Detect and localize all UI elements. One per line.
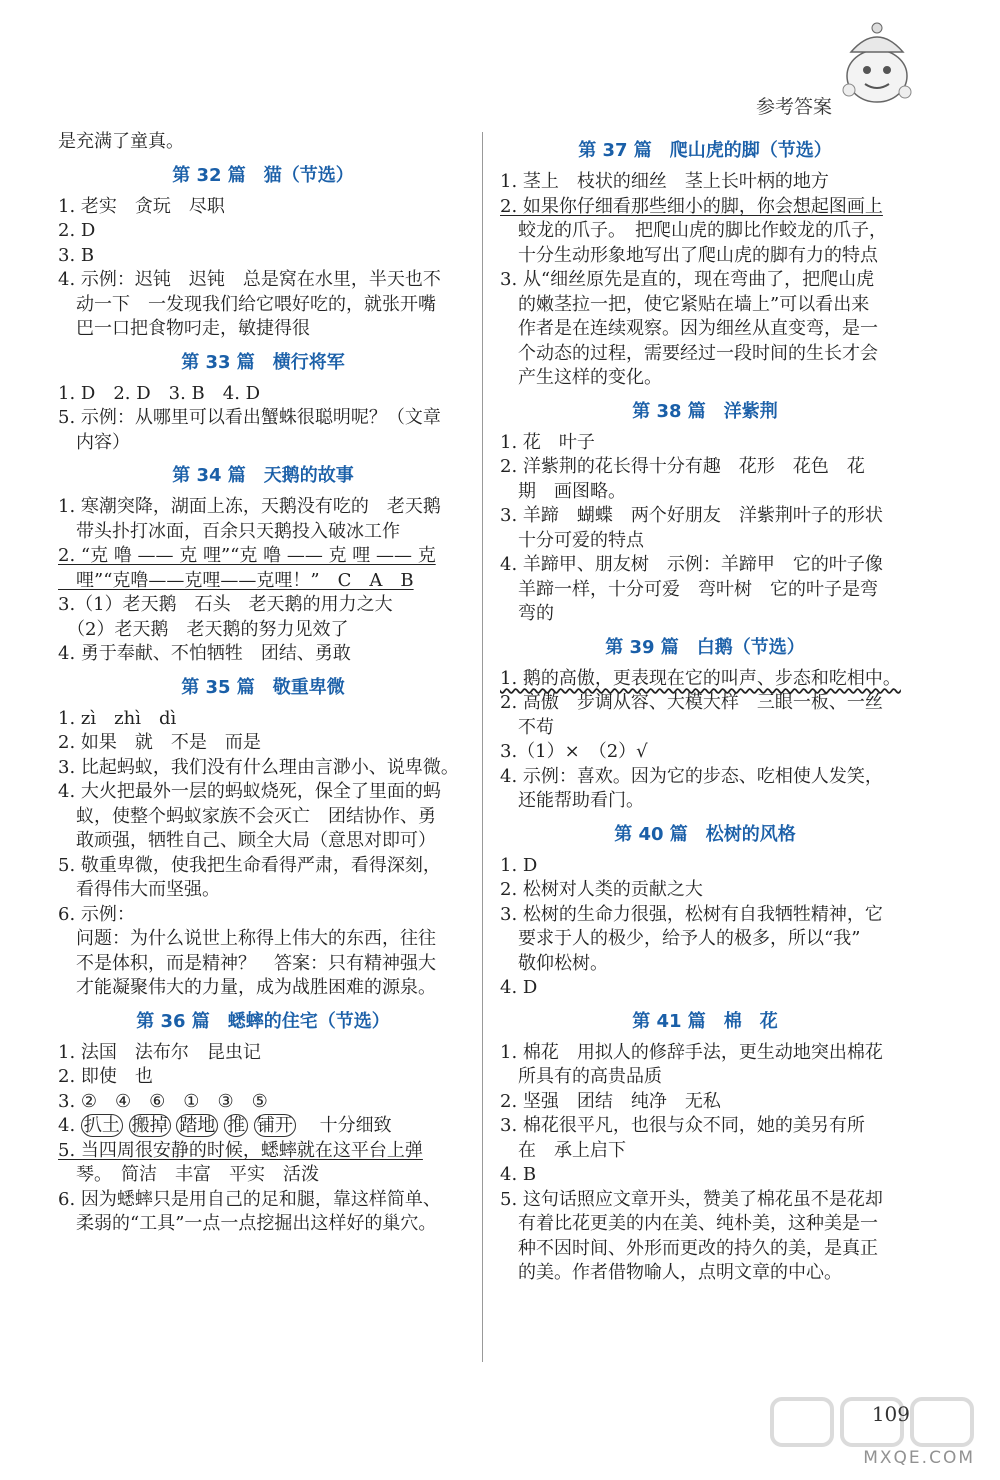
answer-line: 1. D 2. D 3. B 4. D — [58, 382, 261, 404]
answer-line: 5. 当四周很安静的时候，蟋蟀就在这平台上弹 — [58, 1139, 423, 1161]
answer-line: 1. 茎上 枝状的细丝 茎上长叶柄的地方 — [500, 171, 829, 192]
answer-line: 4. 大火把最外一层的蚂蚁烧死，保全了里面的蚂 — [58, 781, 441, 802]
answer-line: 柔弱的“工具”一点一点挖掘出这样好的巢穴。 — [58, 1213, 437, 1234]
answer-line: 1. 法国 法布尔 昆虫记 — [58, 1041, 261, 1063]
answer-line: 敢顽强，牺牲自己、顾全大局（意思对即可） — [58, 830, 436, 851]
answer-line: 还能帮助看门。 — [500, 790, 644, 811]
answer-line: （2）老天鹅 老天鹅的努力见效了 — [58, 618, 349, 640]
answer-line: 作者是在连续观察。因为细丝从直变弯，是一 — [500, 318, 878, 339]
answer-line: 4. 示例：喜欢。因为它的步态、吃相使人发笑， — [500, 765, 883, 787]
answer-line: 要求于人的极少，给予人的极多，所以“我” — [500, 928, 861, 949]
answer-line: 4. 扒土 搬掉 踏地 推 铺开 十分细致 — [58, 1115, 392, 1136]
circled-word: 扒土 — [81, 1114, 123, 1137]
answer-line: 所具有的高贵品质 — [500, 1066, 662, 1087]
answer-line: 有着比花更美的内在美、纯朴美，这种美是一 — [500, 1213, 878, 1234]
answer-line: 问题：为什么说世上称得上伟大的东西，往往 — [58, 928, 436, 949]
answer-line: 1. zì zhì dì — [58, 707, 177, 729]
answer-line: 琴。 简洁 丰富 平实 活泼 — [58, 1164, 319, 1185]
page-number: 109 — [871, 1402, 910, 1426]
answer-line: 是充满了童真。 — [58, 131, 184, 152]
answer-line: 羊蹄一样，十分可爱 弯叶树 它的叶子是弯 — [500, 578, 878, 600]
left-column — [58, 130, 468, 1237]
answer-line: 2. 即使 也 — [58, 1066, 153, 1087]
cartoon-logo-icon — [837, 18, 915, 108]
column-divider — [482, 132, 483, 1362]
circled-word: 推 — [224, 1114, 248, 1137]
answer-line: 的美。作者借物喻人，点明文章的中心。 — [500, 1262, 842, 1283]
answer-line: 2. 高傲 步调从容、大模大样 三眼一板、一丝 — [500, 692, 883, 713]
answer-line: 5. 这句话照应文章开头，赞美了棉花虽不是花却 — [500, 1188, 883, 1210]
answer-line: 蚁，使整个蚂蚁家族不会灭亡 团结协作、勇 — [58, 805, 436, 827]
answer-line: 1. 寒潮突降，湖面上冻，天鹅没有吃的 老天鹅 — [58, 496, 441, 517]
answer-line: 4. 示例：迟钝 迟钝 总是窝在水里，半天也不 — [58, 269, 441, 290]
section-title: 第 39 篇 白鹅（节选） — [605, 636, 805, 658]
answer-line: 十分生动形象地写出了爬山虎的脚有力的特点 — [500, 244, 878, 266]
circled-word: 搬掉 — [129, 1114, 171, 1137]
answer-line: 4. B — [500, 1164, 537, 1185]
answer-line: 4. 勇于奉献、不怕牺牲 团结、勇敢 — [58, 643, 351, 664]
section-title: 第 37 篇 爬山虎的脚（节选） — [578, 140, 832, 161]
answer-line: 2. “克 噜 —— 克 哩”“克 噜 —— 克 哩 —— 克 — [58, 545, 436, 566]
answer-line: 3. ② ④ ⑥ ① ③ ⑤ — [58, 1090, 268, 1112]
answer-line: 种不因时间、外形而更改的持久的美，是真正 — [500, 1237, 878, 1259]
answer-line: 3. 比起蚂蚁，我们没有什么理由言渺小、说卑微。 — [58, 756, 459, 778]
header-label: 参考答案 — [755, 96, 832, 118]
answer-line: 1. D — [500, 854, 538, 876]
section-title: 第 36 篇 蟋蟀的住宅（节选） — [136, 1010, 390, 1032]
answer-line: 巴一口把食物叼走，敏捷得很 — [58, 318, 310, 339]
answer-line: 看得伟大而坚强。 — [58, 879, 220, 900]
answer-line: 产生这样的变化。 — [500, 367, 662, 388]
circled-word: 铺开 — [254, 1114, 296, 1137]
watermark-text: MXQE.COM — [863, 1448, 975, 1468]
answer-line: 1. 棉花 用拟人的修辞手法，更生动地突出棉花 — [500, 1041, 883, 1063]
answer-line: 3. 棉花很平凡，也很与众不同，她的美另有所 — [500, 1115, 865, 1136]
answer-line: 不是体积，而是精神？ 答案：只有精神强大 — [58, 952, 436, 974]
answer-line: 3.（1）老天鹅 石头 老天鹅的用力之大 — [58, 594, 393, 615]
answer-line: 不苟 — [500, 716, 554, 738]
answer-line: 1. 鹅的高傲，更表现在它的叫声、步态和吃相中。 — [500, 667, 901, 689]
answer-line: 2. 坚强 团结 纯净 无私 — [500, 1090, 721, 1112]
answer-line: 2. 如果 就 不是 而是 — [58, 732, 261, 753]
answer-line: 动一下 一发现我们给它喂好吃的，就张开嘴 — [58, 293, 436, 315]
answer-line: 6. 示例： — [58, 903, 135, 925]
answer-line: 敬仰松树。 — [500, 952, 608, 974]
answer-line: 期 画图略。 — [500, 480, 626, 502]
answer-line: 内容） — [58, 431, 130, 453]
answer-line: 4. 羊蹄甲、朋友树 示例：羊蹄甲 它的叶子像 — [500, 554, 883, 575]
answer-line: 1. 花 叶子 — [500, 431, 595, 453]
section-title: 第 32 篇 猫（节选） — [172, 164, 354, 186]
section-title: 第 33 篇 横行将军 — [181, 351, 345, 373]
section-title: 第 41 篇 棉 花 — [632, 1010, 778, 1032]
answer-line: 才能凝聚伟大的力量，成为战胜困难的源泉。 — [58, 977, 436, 998]
answer-line: 2. D — [58, 220, 96, 241]
answer-line: 十分可爱的特点 — [500, 529, 644, 551]
answer-line: 2. 洋紫荆的花长得十分有趣 花形 花色 花 — [500, 456, 865, 477]
answer-line: 弯的 — [500, 603, 554, 624]
section-title: 第 38 篇 洋紫荆 — [632, 400, 778, 422]
answer-line: 4. D — [500, 977, 538, 998]
answer-line: 2. 如果你仔细看那些细小的脚，你会想起图画上 — [500, 195, 883, 217]
answer-line: 2. 松树对人类的贡献之大 — [500, 879, 703, 900]
answer-line: 3.（1）× （2）√ — [500, 741, 648, 762]
section-title: 第 34 篇 天鹅的故事 — [172, 465, 354, 486]
answer-line: 6. 因为蟋蟀只是用自己的足和腿，靠这样简单、 — [58, 1188, 441, 1210]
answer-line: 带头扑打冰面，百余只天鹅投入破冰工作 — [58, 520, 400, 542]
page-header — [0, 0, 1000, 120]
answer-line: 3. B — [58, 244, 95, 266]
answer-line: 的嫩茎拉一把，使它紧贴在墙上”可以看出来 — [500, 293, 870, 315]
answer-line: 3. 从“细丝原先是直的，现在弯曲了，把爬山虎 — [500, 269, 875, 290]
section-title: 第 35 篇 敬重卑微 — [181, 676, 345, 698]
answer-line: 3. 羊蹄 蝴蝶 两个好朋友 洋紫荆叶子的形状 — [500, 505, 883, 526]
answer-line: 哩”“克噜——克哩——克哩！” C A B — [58, 569, 414, 591]
section-title: 第 40 篇 松树的风格 — [614, 823, 796, 845]
answer-tail: 十分细致 — [319, 1115, 392, 1136]
answer-line: 蛟龙的爪子。 把爬山虎的脚比作蛟龙的爪子， — [500, 220, 887, 241]
answer-line: 5. 敬重卑微，使我把生命看得严肃，看得深刻， — [58, 854, 441, 876]
answer-line: 个动态的过程，需要经过一段时间的生长才会 — [500, 342, 878, 364]
answer-line: 在 承上启下 — [500, 1139, 626, 1161]
answer-line: 1. 老实 贪玩 尽职 — [58, 195, 225, 217]
answer-line: 3. 松树的生命力很强，松树有自我牺牲精神，它 — [500, 903, 883, 925]
answer-line: 5. 示例：从哪里可以看出蟹蛛很聪明呢？（文章 — [58, 407, 441, 428]
circled-word: 踏地 — [176, 1114, 218, 1137]
right-column — [500, 130, 910, 1286]
